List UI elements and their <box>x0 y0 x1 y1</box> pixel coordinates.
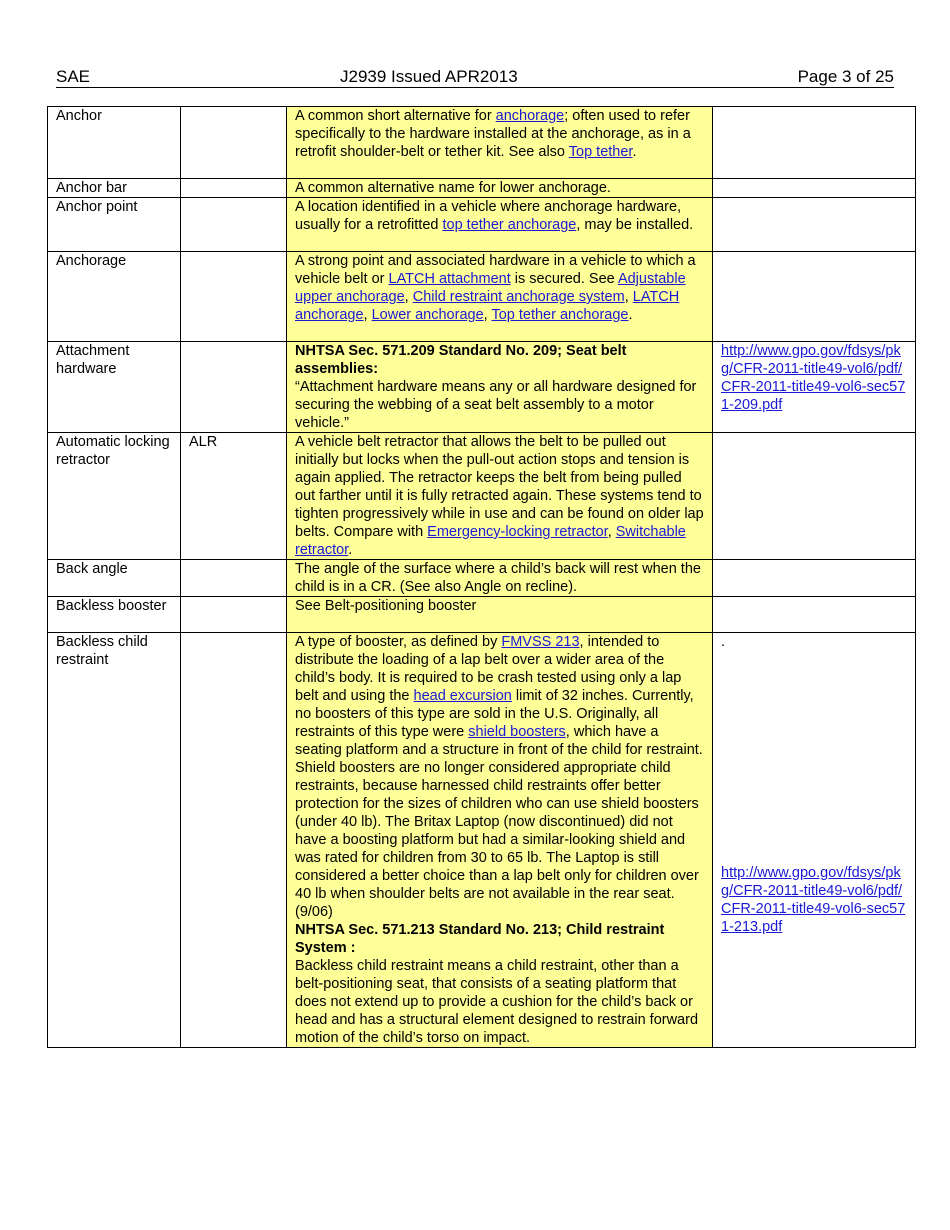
abbreviation-cell <box>181 179 287 198</box>
abbreviation-cell <box>181 107 287 179</box>
definition-text: is secured. See <box>510 271 618 287</box>
abbreviation-cell <box>181 597 287 633</box>
definition-cell <box>287 433 713 560</box>
term-cell: Anchor bar <box>48 179 181 198</box>
definition-text: A type of booster, as defined by <box>295 634 502 650</box>
term-cell: Back angle <box>48 560 181 597</box>
glossary-table <box>47 106 916 1048</box>
table-row <box>48 560 916 597</box>
definition-cell <box>287 560 713 597</box>
abbreviation-cell <box>181 633 287 1048</box>
definition-text: A strong point and associated hardware in a vehicle to which a vehicle belt or <box>295 253 696 287</box>
definition-cell <box>287 597 713 633</box>
definition-link[interactable]: head excursion <box>413 688 512 704</box>
definition-link[interactable]: Switchable retractor <box>295 524 686 558</box>
term-cell: Backless booster <box>48 597 181 633</box>
reference-marker: . <box>721 634 726 650</box>
glossary-body <box>48 107 916 1048</box>
table-row <box>48 433 916 560</box>
term-cell: Anchorage <box>48 252 181 342</box>
term-cell: Anchor point <box>48 198 181 252</box>
definition-text: A vehicle belt retractor that allows the belt to be pulled out initially but locks when the pull-out action stops and tension is again applied. The retractor keeps the belt from being pulled out farther until it is fully retracted again. These systems tend to tighten progressively while in use and can be found on older lap belts. Compare with <box>295 434 704 540</box>
abbreviation-cell <box>181 560 287 597</box>
definition-link[interactable]: top tether anchorage <box>442 217 577 233</box>
definition-text: , <box>363 307 372 323</box>
definition-link[interactable]: FMVSS 213 <box>501 634 580 650</box>
reference-cell-stack <box>713 633 916 1048</box>
definition-link[interactable]: Top tether anchorage <box>491 307 629 323</box>
reference-cell[interactable]: http://www.gpo.gov/fdsys/pkg/CFR-2011-title49-vol6/pdf/CFR-2011-title49-vol6-sec571-209.pdf <box>713 342 916 433</box>
definition-heading: NHTSA Sec. 571.209 Standard No. 209; Seat belt assemblies: <box>295 343 627 377</box>
definition-text: Backless child restraint means a child restraint, other than a belt-positioning seat, that consists of a seating platform that does not extend up to provide a cushion for the child’s back or head and has a structural element designed to restrain forward motion of the child’s torso on impact. <box>295 958 699 1046</box>
page-header <box>56 66 894 88</box>
definition-cell <box>287 633 713 1048</box>
definition-text: . <box>348 542 353 558</box>
table-row <box>48 198 916 252</box>
header-organization: SAE <box>56 67 91 86</box>
abbreviation-cell <box>181 252 287 342</box>
reference-cell[interactable] <box>713 252 916 342</box>
definition-text: limit of 32 inches. Currently, no boosters of this type are sold in the U.S. Originally, all restraints of this type were <box>295 688 694 740</box>
definition-cell <box>287 107 713 179</box>
abbreviation-cell <box>181 342 287 433</box>
definition-link[interactable]: anchorage <box>495 108 565 124</box>
reference-cell[interactable] <box>713 198 916 252</box>
definition-text: . <box>632 144 637 160</box>
definition-link[interactable]: Emergency-locking retractor <box>427 524 608 540</box>
table-row <box>48 252 916 342</box>
definition-text: A common short alternative for <box>295 108 496 124</box>
definition-link[interactable]: Child restraint anchorage system <box>412 289 625 305</box>
definition-text: “Attachment hardware means any or all hardware designed for securing the webbing of a seat belt assembly to a motor vehicle.” <box>295 379 697 431</box>
definition-text: ; often used to refer specifically to the hardware installed at the anchorage, as in a retrofit shoulder-belt or tether kit. See also <box>295 108 691 160</box>
reference-link[interactable]: http://www.gpo.gov/fdsys/pkg/CFR-2011-title49-vol6/pdf/CFR-2011-title49-vol6-sec571-213.pdf <box>721 865 906 935</box>
definition-text: A location identified in a vehicle where anchorage hardware, usually for a retrofitted <box>295 199 682 233</box>
reference-cell[interactable] <box>713 560 916 597</box>
definition-link[interactable]: Adjustable upper anchorage <box>295 271 686 305</box>
reference-cell[interactable] <box>713 107 916 179</box>
abbreviation-cell: ALR <box>181 433 287 560</box>
definition-text: A common alternative name for lower anchorage. <box>295 180 611 196</box>
definition-text: The angle of the surface where a child’s back will rest when the child is in a CR. (See also Angle on recline). <box>295 561 701 595</box>
definition-cell <box>287 342 713 433</box>
header-document-id: J2939 Issued APR2013 <box>340 67 518 86</box>
definition-link[interactable]: LATCH anchorage <box>295 289 680 323</box>
definition-text: , <box>483 307 492 323</box>
definition-heading: NHTSA Sec. 571.213 Standard No. 213; Child restraint System : <box>295 922 665 956</box>
reference-cell[interactable] <box>713 179 916 198</box>
definition-link[interactable]: LATCH attachment <box>388 271 511 287</box>
definition-cell <box>287 252 713 342</box>
table-row <box>48 342 916 433</box>
table-row <box>48 633 916 1048</box>
abbreviation-cell <box>181 198 287 252</box>
term-cell: Anchor <box>48 107 181 179</box>
table-row <box>48 179 916 198</box>
definition-text: See Belt-positioning booster <box>295 598 477 614</box>
table-row <box>48 597 916 633</box>
header-page-number: Page 3 of 25 <box>797 67 894 86</box>
definition-text: . <box>628 307 633 323</box>
definition-link[interactable]: Top tether <box>568 144 633 160</box>
table-row <box>48 107 916 179</box>
term-cell: Backless child restraint <box>48 633 181 1048</box>
definition-text: , may be installed. <box>576 217 694 233</box>
definition-text: , <box>624 289 633 305</box>
reference-cell[interactable] <box>713 597 916 633</box>
term-cell: Automatic locking retractor <box>48 433 181 560</box>
definition-text: , <box>404 289 413 305</box>
definition-text: , which have a seating platform and a structure in front of the child for restraint. Shield boosters are no longer considered appropriate child restraints, because harnessed child restraints offer better protection for the sizes of children who can use shield boosters (under 40 lb). The Britax Laptop (now discontinued) did not have a boosting platform but had a similar-looking shield and was rated for children from 30 to 65 lb. The Laptop is still considered a better choice than a lap belt only for children over 40 lb when shoulder belts are not available in the rear seat. (9/06) <box>295 724 703 920</box>
reference-cell[interactable] <box>713 433 916 560</box>
definition-link[interactable]: Lower anchorage <box>371 307 484 323</box>
definition-text: , intended to distribute the loading of a lap belt over a wider area of the child’s body. It is required to be crash tested using only a lap belt and using the <box>295 634 682 704</box>
term-cell: Attachment hardware <box>48 342 181 433</box>
definition-link[interactable]: shield boosters <box>468 724 566 740</box>
definition-cell <box>287 198 713 252</box>
definition-text: , <box>607 524 616 540</box>
definition-cell <box>287 179 713 198</box>
